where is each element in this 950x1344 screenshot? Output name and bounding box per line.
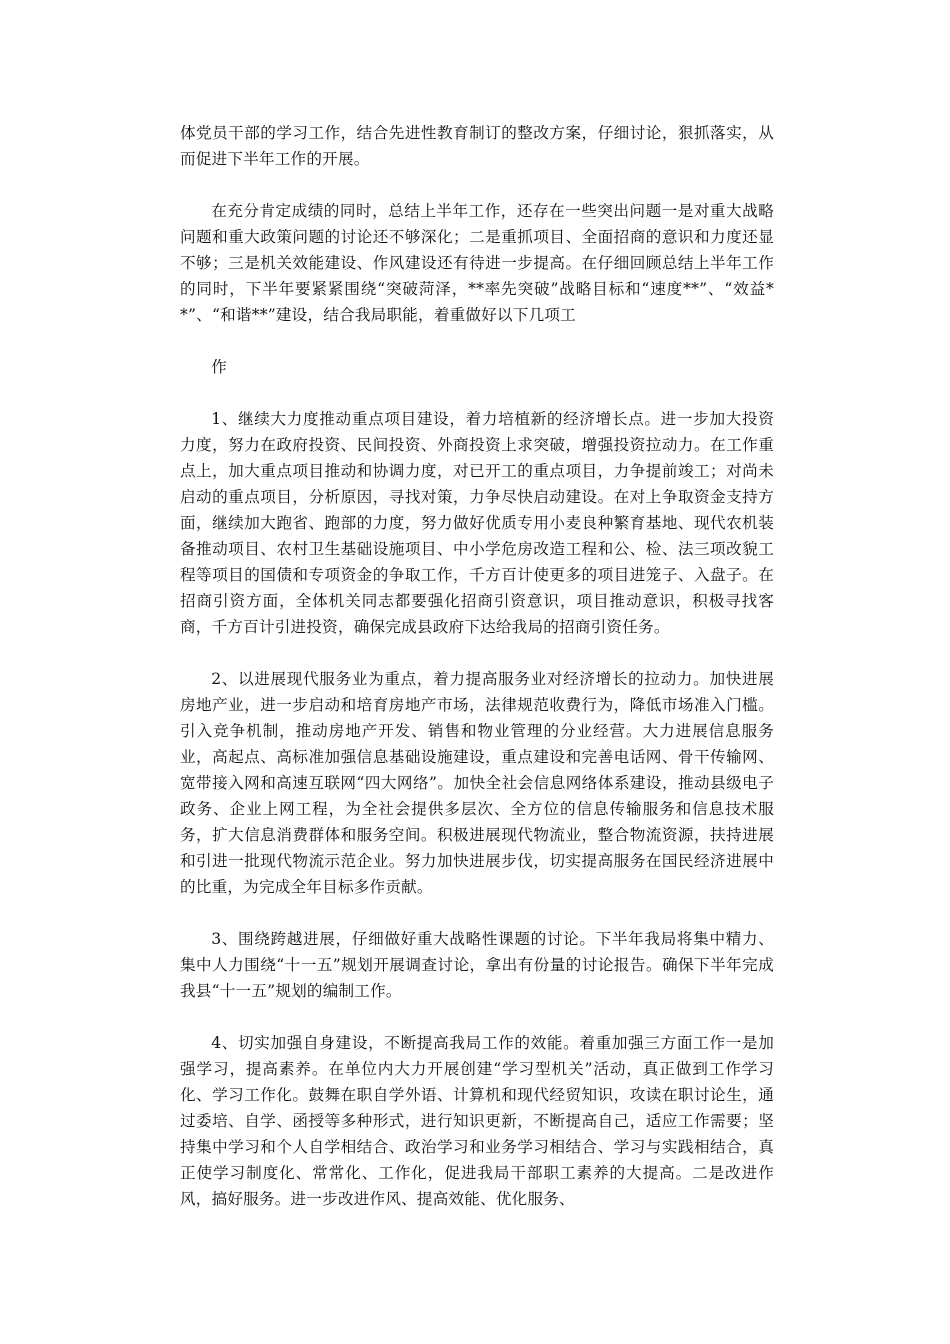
paragraph-summary-problems: 在充分肯定成绩的同时，总结上半年工作，还存在一些突出问题一是对重大战略问题和重大政策问题的讨论还不够深化；二是重抓项目、全面招商的意识和力度还显不够；三是机关效能建设、作风建设还有待进一步提高。在仔细回顾总结上半年工作的同时，下半年要紧紧围绕“突破菏泽，**率先突破”战略目标和“速度**”、“效益**”、“和谐**”建设，结合我局职能，着重做好以下几项工: [180, 202, 774, 324]
paragraph-item-4: 4、切实加强自身建设，不断提高我局工作的效能。着重加强三方面工作一是加强学习，提高素养。在单位内大力开展创建“学习型机关”活动，真正做到工作学习化、学习工作化。鼓舞在职自学外语、计算机和现代经贸知识，攻读在职讨论生，通过委培、自学、函授等多种形式，进行知识更新，不断提高自己，适应工作需要；坚持集中学习和个人自学相结合、政治学习和业务学习相结合、学习与实践相结合，真正使学习制度化、常常化、工作化，促进我局干部职工素养的大提高。二是改进作风，搞好服务。进一步改进作风、提高效能、优化服务、: [180, 1034, 774, 1208]
paragraph-continuation: 体党员干部的学习工作，结合先进性教育制订的整改方案，仔细讨论，狠抓落实，从而促进下半年工作的开展。: [180, 124, 774, 168]
paragraph-orphan-word: 作: [211, 358, 227, 376]
paragraph-item-3: 3、围绕跨越进展，仔细做好重大战略性课题的讨论。下半年我局将集中精力、集中人力围绕“十一五”规划开展调查讨论，拿出有份量的讨论报告。确保下半年完成我县“十一五”规划的编制工作。: [180, 930, 774, 1000]
paragraph-item-1: 1、继续大力度推动重点项目建设，着力培植新的经济增长点。进一步加大投资力度，努力在政府投资、民间投资、外商投资上求突破，增强投资拉动力。在工作重点上，加大重点项目推动和协调力度，对已开工的重点项目，力争提前竣工；对尚未启动的重点项目，分析原因，寻找对策，力争尽快启动建设。在对上争取资金支持方面，继续加大跑省、跑部的力度，努力做好优质专用小麦良种繁育基地、现代农机装备推动项目、农村卫生基础设施项目、中小学危房改造工程和公、检、法三项改貌工程等项目的国债和专项资金的争取工作，千方百计使更多的项目进笼子、入盘子。在招商引资方面，全体机关同志都要强化招商引资意识，项目推动意识，积极寻找客商，千方百计引进投资，确保完成县政府下达给我局的招商引资任务。: [180, 410, 774, 636]
document-body: [180, 120, 774, 1238]
paragraph-item-2: 2、以进展现代服务业为重点，着力提高服务业对经济增长的拉动力。加快进展房地产业，进一步启动和培育房地产市场，法律规范收费行为，降低市场准入门槛。引入竞争机制，推动房地产开发、销售和物业管理的分业经营。大力进展信息服务业，高起点、高标准加强信息基础设施建设，重点建设和完善电话网、骨干传输网、宽带接入网和高速互联网“四大网络”。加快全社会信息网络体系建设，推动县级电子政务、企业上网工程，为全社会提供多层次、全方位的信息传输服务和信息技术服务，扩大信息消费群体和服务空间。积极进展现代物流业，整合物流资源，扶持进展和引进一批现代物流示范企业。努力加快进展步伐，切实提高服务在国民经济进展中的比重，为完成全年目标多作贡献。: [180, 670, 774, 896]
